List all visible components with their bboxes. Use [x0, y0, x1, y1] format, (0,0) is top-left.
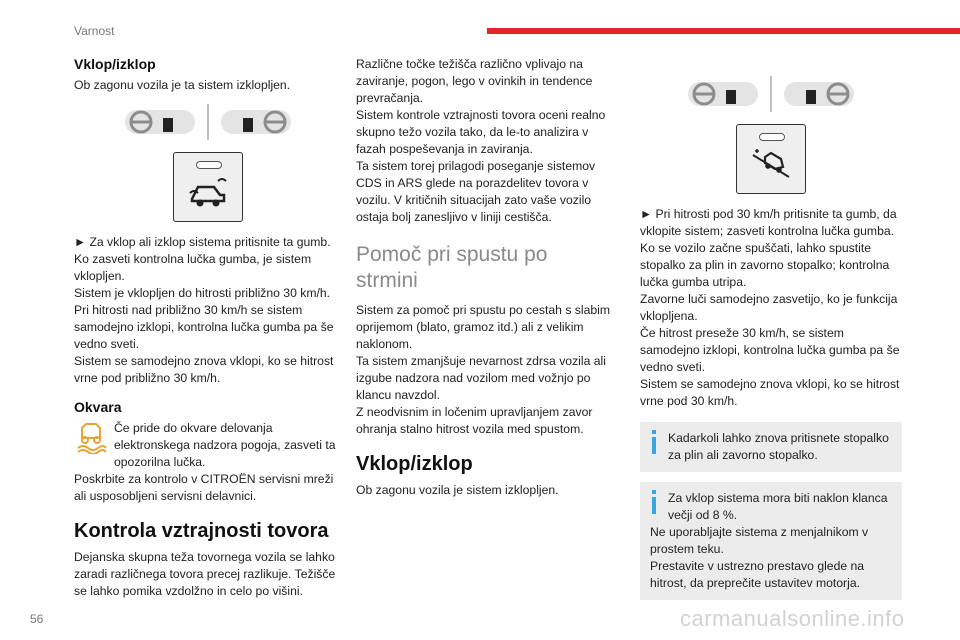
hill-descent-button-icon — [736, 124, 806, 194]
heading-kontrola-vztrajnosti: Kontrola vztrajnosti tovora — [74, 520, 329, 542]
heading-vklop-izklop-2: Vklop/izklop — [356, 453, 473, 475]
info-icon — [650, 490, 658, 514]
fault-text: Če pride do okvare delovanja elektronskega nadzora pogoja, zasveti ta opozorilna lučka. — [114, 421, 336, 469]
off-at-start-text: Ob zagonu vozila je sistem izklopljen. — [356, 483, 559, 497]
heading-pomoc-pri-spustu: Pomoč pri spustu po strmini — [356, 243, 548, 292]
load-control-button-icon — [173, 152, 243, 222]
info-text-2: Za vklop sistema mora biti naklon klanca večji od 8 %. — [668, 491, 888, 522]
steering-wheel-stalks-icon — [686, 74, 856, 118]
column-left — [74, 56, 342, 608]
info-text-2-rest: Ne uporabljajte sistema z menjalnikom v prostem teku. Prestavite v ustrezno prestavo glede na hitrost, da preprečite ustavitev motorja. — [650, 525, 869, 590]
watermark: carmanualsonline.info — [680, 606, 905, 631]
info-box-2 — [640, 482, 902, 600]
hill-descent-text: Sistem za pomoč pri spustu po cestah s slabim oprijemom (blato, gramoz itd.) ali z velikim naklonom. Ta sistem zmanjšuje nevarnost zdrsa vozila ali izgube nadzora nad vozilom med vožnjo po klancu navzdol. Z neodvisnim in ločenim upravljanjem zavor ohranja stalno hitrost vozila med spustom. — [356, 303, 611, 436]
info-text-1: Kadarkoli lahko znova pritisnete stopalko za plin ali zavorno stopalko. — [668, 431, 889, 462]
section-text: Dejanska skupna teža tovornega vozila se lahko zaradi različnega tovora precej razlikuje. Težišče se lahko pomika vzdolžno in celo po višini. — [74, 550, 336, 598]
fault-row — [74, 420, 342, 471]
fault-text-2: Poskrbite za kontrolo v CITROËN servisni mreži ali usposobljeni servisni delavnici. — [74, 472, 334, 503]
column-middle — [356, 56, 612, 507]
intro-text: Ob zagonu vozila je ta sistem izklopljen. — [74, 78, 291, 92]
info-box-1 — [640, 422, 902, 472]
steering-wheel-stalks-icon — [123, 102, 293, 146]
section-label: Varnost — [74, 24, 115, 38]
button-led-slot — [759, 133, 785, 141]
info-icon — [650, 430, 658, 454]
hill-descent-body: ► Pri hitrosti pod 30 km/h pritisnite ta gumb, da vklopite sistem; zasveti kontrolna lučka gumba. Ko se vozilo začne spuščati, lahko spustite stopalko za plin in zavorno stopalko; kontrolna lučka gumba utripa. Zavorne luči samodejno zasvetijo, ko je funkcija vklopljena. Če hitrost preseže 30 km/h, se sistem samodejno izklopi, kontrolna lučka gumba pa še vedno sveti. Sistem se samodejno znova vklopi, ko se hitrost vrne pod 30 km/h. — [640, 207, 900, 408]
stability-warning-icon — [74, 420, 108, 454]
body-text: ► Za vklop ali izklop sistema pritisnite ta gumb. Ko zasveti kontrolna lučka gumba, je sistem vklopljen. Sistem je vklopljen do hitrosti približno 30 km/h. Pri hitrosti nad približno 30 km/h se sistem samodejno izklopi, kontrolna lučka gumba pa še vedno sveti. Sistem se samodejno znova vklopi, ko se hitrost vrne pod približno 30 km/h. — [74, 235, 334, 385]
header-accent-bar — [487, 28, 960, 34]
heading-vklop-izklop: Vklop/izklop — [74, 56, 156, 72]
column-right — [640, 56, 902, 610]
load-control-text: Različne točke težišča različno vplivajo na zaviranje, pogon, lego v ovinkih in tendence prevračanja. Sistem kontrole vztrajnosti tovora oceni realno skupno težo vozila tako, da le-to analizira v fazah pospeševanja in zaviranja. Ta sistem torej prilagodi poseganje sistemov CDS in ARS glede na porazdelitev tovora v vozilu. V kritičnih situacijah zato vaše vozilo ostaja bolj zanesljivo v liniji cestišča. — [356, 57, 606, 224]
button-led-slot — [196, 161, 222, 169]
page-number: 56 — [30, 612, 44, 626]
heading-okvara: Okvara — [74, 399, 122, 415]
